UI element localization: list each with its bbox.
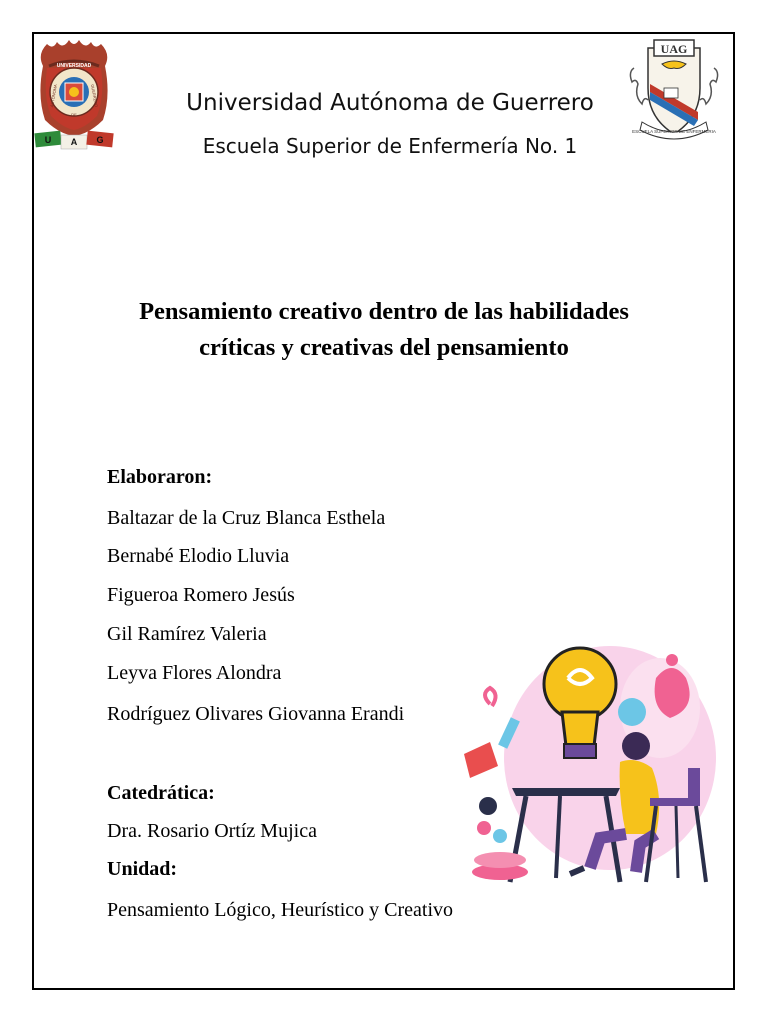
title-line-1: Pensamiento creativo dentro de las habilidades bbox=[139, 298, 629, 325]
svg-text:DE: DE bbox=[71, 112, 77, 117]
university-name: Universidad Autónoma de Guerrero bbox=[186, 90, 594, 116]
svg-text:GUERRERO: GUERRERO bbox=[90, 83, 99, 108]
teacher-heading: Catedrática: bbox=[107, 782, 215, 804]
author-name: Bernabé Elodio Lluvia bbox=[107, 545, 290, 567]
svg-text:G: G bbox=[96, 135, 104, 145]
author-name: Rodríguez Olivares Giovanna Erandi bbox=[107, 703, 405, 725]
svg-text:ESCUELA SUPERIOR DE ENFERMERIA: ESCUELA SUPERIOR DE ENFERMERIA bbox=[632, 129, 716, 134]
svg-text:AUTONOMA: AUTONOMA bbox=[49, 83, 58, 108]
teacher-name: Dra. Rosario Ortíz Mujica bbox=[107, 820, 317, 842]
logo-right-text: UAG bbox=[660, 42, 688, 56]
unit-name: Pensamiento Lógico, Heurístico y Creativo bbox=[107, 899, 454, 921]
author-name: Leyva Flores Alondra bbox=[107, 662, 282, 684]
unit-heading: Unidad: bbox=[107, 858, 178, 880]
title-line-2: críticas y creativas del pensamiento bbox=[199, 334, 569, 361]
document-title bbox=[90, 294, 678, 366]
svg-text:A: A bbox=[70, 137, 78, 147]
author-name: Figueroa Romero Jesús bbox=[107, 584, 295, 606]
svg-text:U: U bbox=[44, 135, 52, 145]
logo-left-text-top: UNIVERSIDAD bbox=[56, 63, 92, 69]
author-name: Gil Ramírez Valeria bbox=[107, 623, 267, 645]
authors-heading: Elaboraron: bbox=[107, 466, 213, 488]
school-name: Escuela Superior de Enfermería No. 1 bbox=[202, 134, 578, 158]
author-name: Baltazar de la Cruz Blanca Esthela bbox=[107, 507, 386, 529]
creative-thinking-illustration bbox=[460, 638, 716, 892]
